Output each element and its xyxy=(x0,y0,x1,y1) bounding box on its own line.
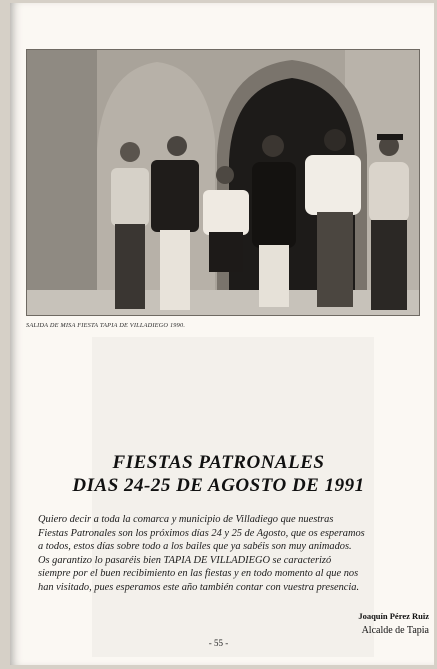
page-number: - 55 - xyxy=(208,638,229,648)
body-line: Quiero decir a toda la comarca y municipio de Villadiego que nuestras xyxy=(38,514,334,525)
body-paragraph xyxy=(38,513,428,594)
body-line: siempre por el buen recibimiento en las fiestas y en todo momento al que nos xyxy=(38,568,359,579)
group-photo xyxy=(26,49,420,316)
signature-role: Alcalde de Tapia xyxy=(361,625,429,636)
body-line: Fiestas Patronales son los próximos días 24 y 25 de Agosto, que os esperamos xyxy=(38,527,365,539)
body-line: Os garantizo lo pasaréis bien TAPIA DE VILLADIEGO se caracterizó xyxy=(38,554,332,566)
body-line: han visitado, pues esperamos este año también contar con vuestra presencia. xyxy=(38,581,360,593)
group-photo-icon xyxy=(27,50,419,315)
heading-line-1: FIESTAS PATRONALES xyxy=(112,452,325,473)
signature-name: Joaquín Pérez Ruiz xyxy=(358,611,429,621)
photo-caption: SALIDA DE MISA FIESTA TAPIA DE VILLADIEGO 1990. xyxy=(26,322,186,329)
body-line: a todos, estos días sobre todo a los bailes que ya sabéis son muy animados. xyxy=(38,541,352,552)
background-band xyxy=(92,337,374,657)
heading-line-2: DIAS 24-25 DE AGOSTO DE 1991 xyxy=(72,475,365,496)
